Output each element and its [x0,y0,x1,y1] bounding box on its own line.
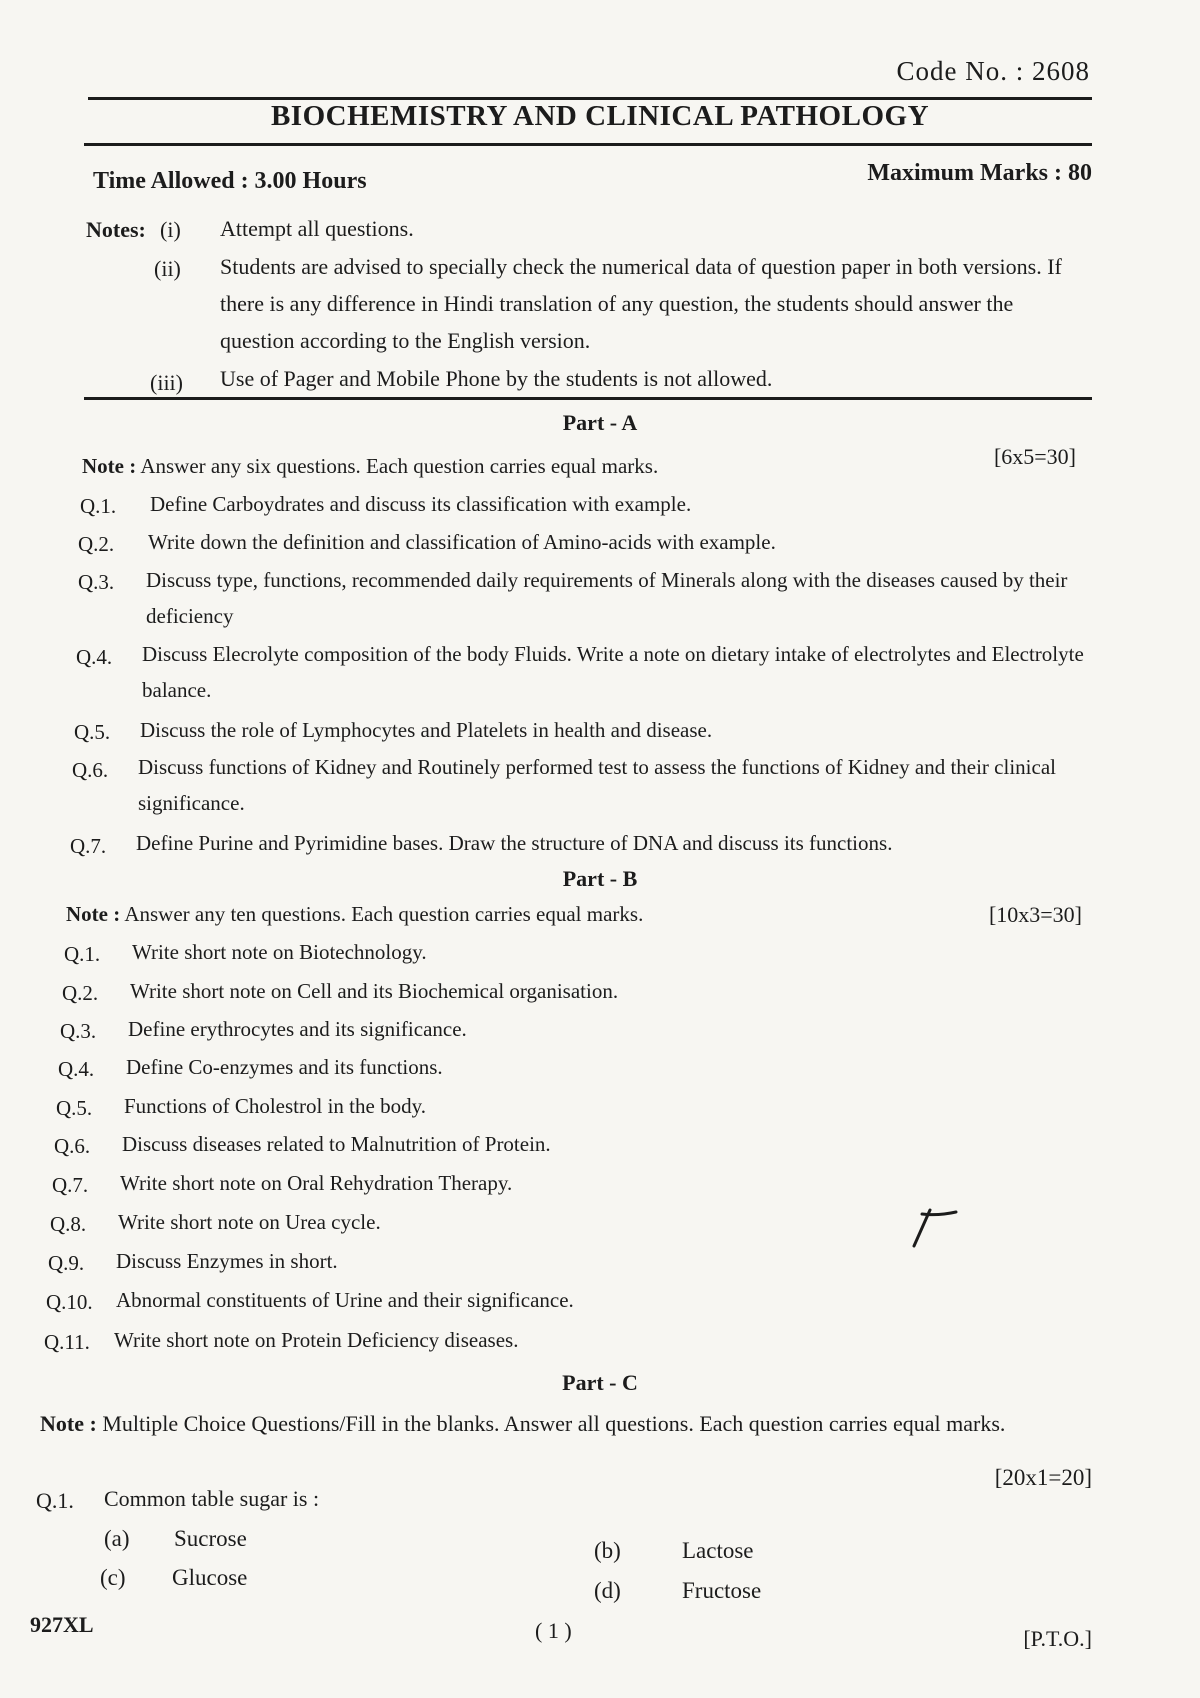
question-text: Discuss type, functions, recommended daily requirements of Minerals along with the diseases caused by their deficiency [146,568,1068,628]
question-number: Q.1. [64,942,101,966]
option-label: (a) [104,1526,130,1551]
question-number: Q.2. [78,532,115,556]
question-number: Q.11. [44,1330,90,1354]
question-number: Q.8. [50,1212,87,1236]
question-text: Define Purine and Pyrimidine bases. Draw the structure of DNA and discuss its functions. [136,831,893,855]
question-number: Q.10. [46,1290,93,1314]
note-text: Use of Pager and Mobile Phone by the students is not allowed. [220,366,773,391]
question-text: Define Co-enzymes and its functions. [126,1055,443,1079]
pto-label: [P.T.O.] [1023,1626,1092,1651]
part-a-marks: [6x5=30] [993,444,1076,469]
question-number: Q.6. [72,758,109,782]
question-text: Common table sugar is : [104,1486,320,1511]
note-prefix: Note : [82,454,137,478]
option-label: (b) [594,1538,621,1563]
footer-code: 927XL [30,1612,94,1637]
part-a-note [82,454,658,479]
time-allowed: Time Allowed : 3.00 Hours [93,168,367,194]
note-prefix: Note : [66,902,121,926]
question-text: Write short note on Biotechnology. [132,940,427,964]
note-instruction: Answer any six questions. Each question carries equal marks. [140,454,659,478]
question-number: Q.7. [70,834,107,858]
question-number: Q.4. [58,1057,95,1081]
notes-label: Notes: [86,217,146,242]
question-text: Write down the definition and classification of Amino-acids with example. [148,530,776,554]
question-text: Discuss the role of Lymphocytes and Platelets in health and disease. [140,718,713,742]
option-text: Glucose [172,1565,248,1590]
option-label: (c) [100,1565,126,1590]
notes-rule [84,397,1092,400]
question-text: Define Carboydrates and discuss its classification with example. [150,492,692,516]
note-text: Students are advised to specially check the numerical data of question paper in both versions. If there is any difference in Hindi translation of any question, the students should answer the question according to the English version. [220,254,1062,353]
code-number: Code No. : 2608 [896,56,1090,86]
question-text: Functions of Cholestrol in the body. [124,1094,426,1118]
question-number: Q.5. [74,720,111,744]
part-c-heading: Part - C [562,1370,638,1395]
option-text: Lactose [682,1538,754,1563]
note-text: Attempt all questions. [220,216,414,241]
part-b-note [66,902,643,927]
question-number: Q.5. [56,1096,93,1120]
question-text: Write short note on Cell and its Biochemical organisation. [130,979,619,1003]
part-a-heading: Part - A [562,410,638,435]
question-text: Abnormal constituents of Urine and their significance. [116,1288,574,1312]
question-text: Discuss Elecrolyte composition of the body Fluids. Write a note on dietary intake of electrolytes and Electrolyte balance. [142,642,1084,702]
question-number: Q.2. [62,981,99,1005]
part-b-heading: Part - B [562,866,638,891]
header-rule-bottom [84,143,1092,146]
question-text: Write short note on Urea cycle. [118,1210,381,1234]
option-text: Fructose [682,1578,762,1603]
question-text: Discuss diseases related to Malnutrition of Protein. [122,1132,551,1156]
question-text: Discuss functions of Kidney and Routinely performed test to assess the functions of Kidney and their clinical significance. [138,755,1056,815]
note-instruction: Multiple Choice Questions/Fill in the blanks. Answer all questions. Each question carries equal marks. [102,1411,1006,1436]
question-text: Define erythrocytes and its significance. [128,1017,467,1041]
question-number: Q.7. [52,1173,89,1197]
note-number: (i) [160,217,181,242]
question-number: Q.3. [60,1019,97,1043]
question-number: Q.1. [36,1488,74,1513]
pen-tick-mark [908,1200,964,1250]
paper-title: BIOCHEMISTRY AND CLINICAL PATHOLOGY [270,100,930,132]
page-number: ( 1 ) [535,1618,572,1643]
question-number: Q.4. [76,645,113,669]
question-number: Q.3. [78,570,115,594]
part-b-marks: [10x3=30] [988,902,1082,927]
note-prefix: Note : [40,1411,97,1436]
question-text: Discuss Enzymes in short. [116,1249,338,1273]
part-c-note [40,1406,1096,1442]
note-number: (iii) [150,370,183,395]
note-number: (ii) [154,256,181,281]
maximum-marks: Maximum Marks : 80 [867,160,1092,186]
option-label: (d) [594,1578,621,1603]
part-c-marks: [20x1=20] [994,1465,1092,1490]
question-number: Q.1. [80,494,117,518]
question-number: Q.9. [48,1251,85,1275]
note-instruction: Answer any ten questions. Each question carries equal marks. [124,902,644,926]
question-number: Q.6. [54,1134,91,1158]
question-text: Write short note on Oral Rehydration Therapy. [120,1171,513,1195]
question-text: Write short note on Protein Deficiency diseases. [114,1328,519,1352]
option-text: Sucrose [174,1526,247,1551]
